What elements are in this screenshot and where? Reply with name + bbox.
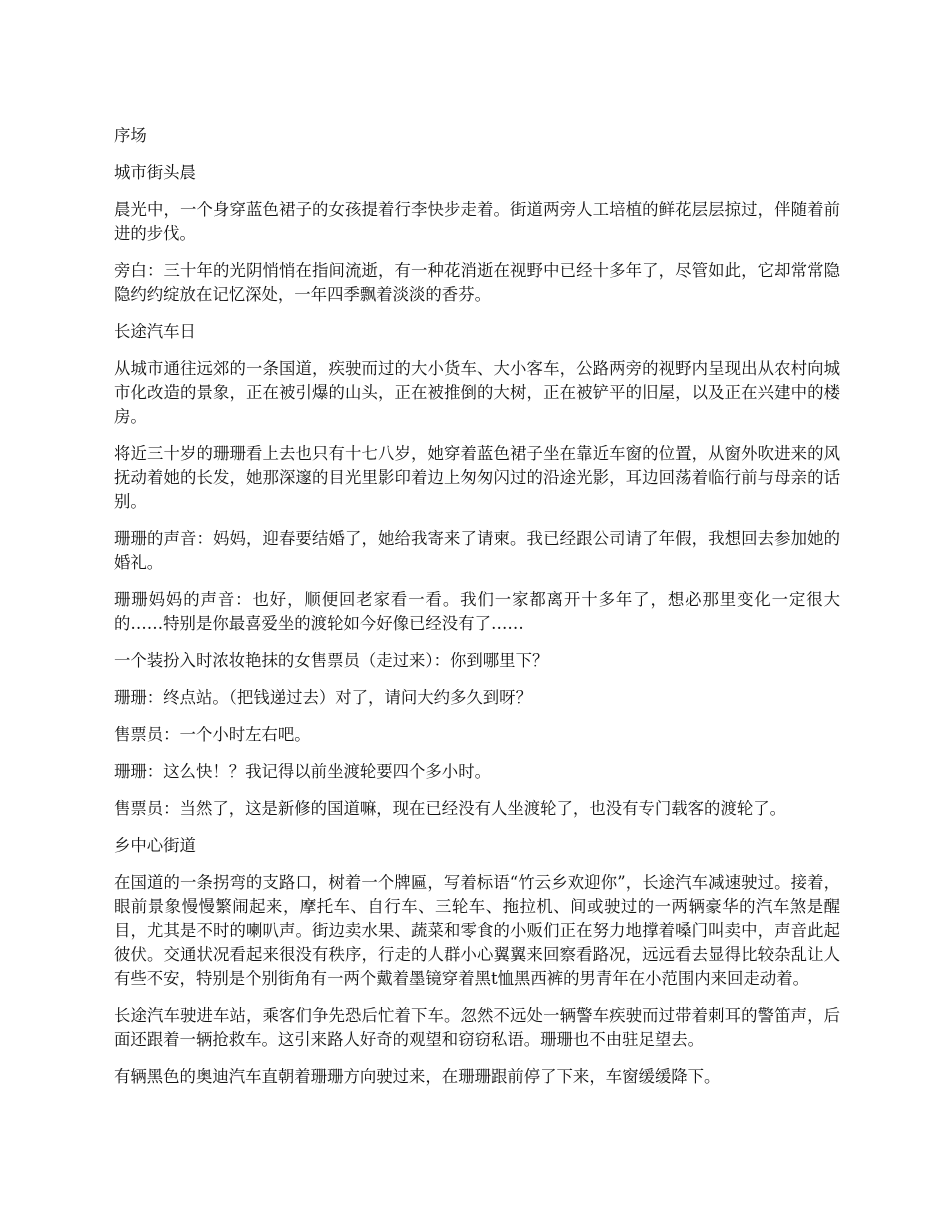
dialogue-paragraph: 珊珊：这么快！？我记得以前坐渡轮要四个多小时。 [114,762,491,781]
dialogue-paragraph: 售票员：一个小时左右吧。 [114,725,311,744]
dialogue-paragraph: 珊珊妈妈的声音：也好，顺便回老家看一看。我们一家都离开十多年了，想必那里变化一定很大的……特别是你最喜爱坐的渡轮如今好像已经没有了…… [114,590,840,633]
dialogue-paragraph: 一个装扮入时浓妆艳抹的女售票员（走过来）：你到哪里下？ [114,651,549,670]
action-paragraph: 在国道的一条拐弯的支路口，树着一个牌匾，写着标语“竹云乡欢迎你”，长途汽车减速驶过。接着，眼前景象慢慢繁闹起来，摩托车、自行车、三轮车、拖拉机、间或驶过的一两辆豪华的汽车煞是醒目，尤其是不时的喇叭声。街边卖水果、蔬菜和零食的小贩们正在努力地撑着嗓门叫卖中，声音此起彼伏。交通状况看起来很没有秩序，行走的人群小心翼翼来回察看路况，远远看去显得比较杂乱让人有些不安，特别是个别街角有一两个戴着墨镜穿着黑t恤黑西裤的男青年在小范围内来回走动着。 [114,873,840,988]
action-paragraph: 长途汽车驶进车站，乘客们争先恐后忙着下车。忽然不远处一辆警车疾驶而过带着刺耳的警笛声，后面还跟着一辆抢救车。这引来路人好奇的观望和窃窃私语。珊珊也不由驻足望去。 [114,1006,840,1049]
dialogue-paragraph: 珊珊的声音：妈妈，迎春要结婚了，她给我寄来了请柬。我已经跟公司请了年假，我想回去参加她的婚礼。 [114,529,840,572]
scene-heading-township-center-street: 乡中心街道 [114,836,196,855]
scene-heading-prologue: 序场 [114,126,147,145]
dialogue-paragraph: 珊珊：终点站。（把钱递过去）对了，请问大约多久到呀？ [114,688,532,707]
action-paragraph: 有辆黑色的奥迪汽车直朝着珊珊方向驶过来，在珊珊跟前停了下来，车窗缓缓降下。 [114,1067,721,1086]
action-paragraph: 晨光中，一个身穿蓝色裙子的女孩提着行李快步走着。街道两旁人工培植的鲜花层层掠过，伴随着前进的步伐。 [114,200,840,243]
action-paragraph: 从城市通往远郊的一条国道，疾驶而过的大小货车、大小客车，公路两旁的视野内呈现出从农村向城市化改造的景象，正在被引爆的山头，正在被推倒的大树，正在被铲平的旧屋，以及正在兴建中的楼房。 [114,359,840,426]
script-document [114,124,840,1102]
scene-heading-long-distance-bus-day: 长途汽车日 [114,322,196,341]
action-paragraph: 将近三十岁的珊珊看上去也只有十七八岁，她穿着蓝色裙子坐在靠近车窗的位置，从窗外吹进来的风抚动着她的长发，她那深邃的目光里影印着边上匆匆闪过的沿途光影，耳边回荡着临行前与母亲的话别。 [114,444,840,511]
scene-heading-city-street-morning: 城市街头晨 [114,163,196,182]
narration-paragraph: 旁白：三十年的光阴悄悄在指间流逝，有一种花消逝在视野中已经十多年了，尽管如此，它却常常隐隐约约绽放在记忆深处，一年四季飘着淡淡的香芬。 [114,261,840,304]
dialogue-paragraph: 售票员：当然了，这是新修的国道嘛，现在已经没有人坐渡轮了，也没有专门载客的渡轮了。 [114,799,787,818]
